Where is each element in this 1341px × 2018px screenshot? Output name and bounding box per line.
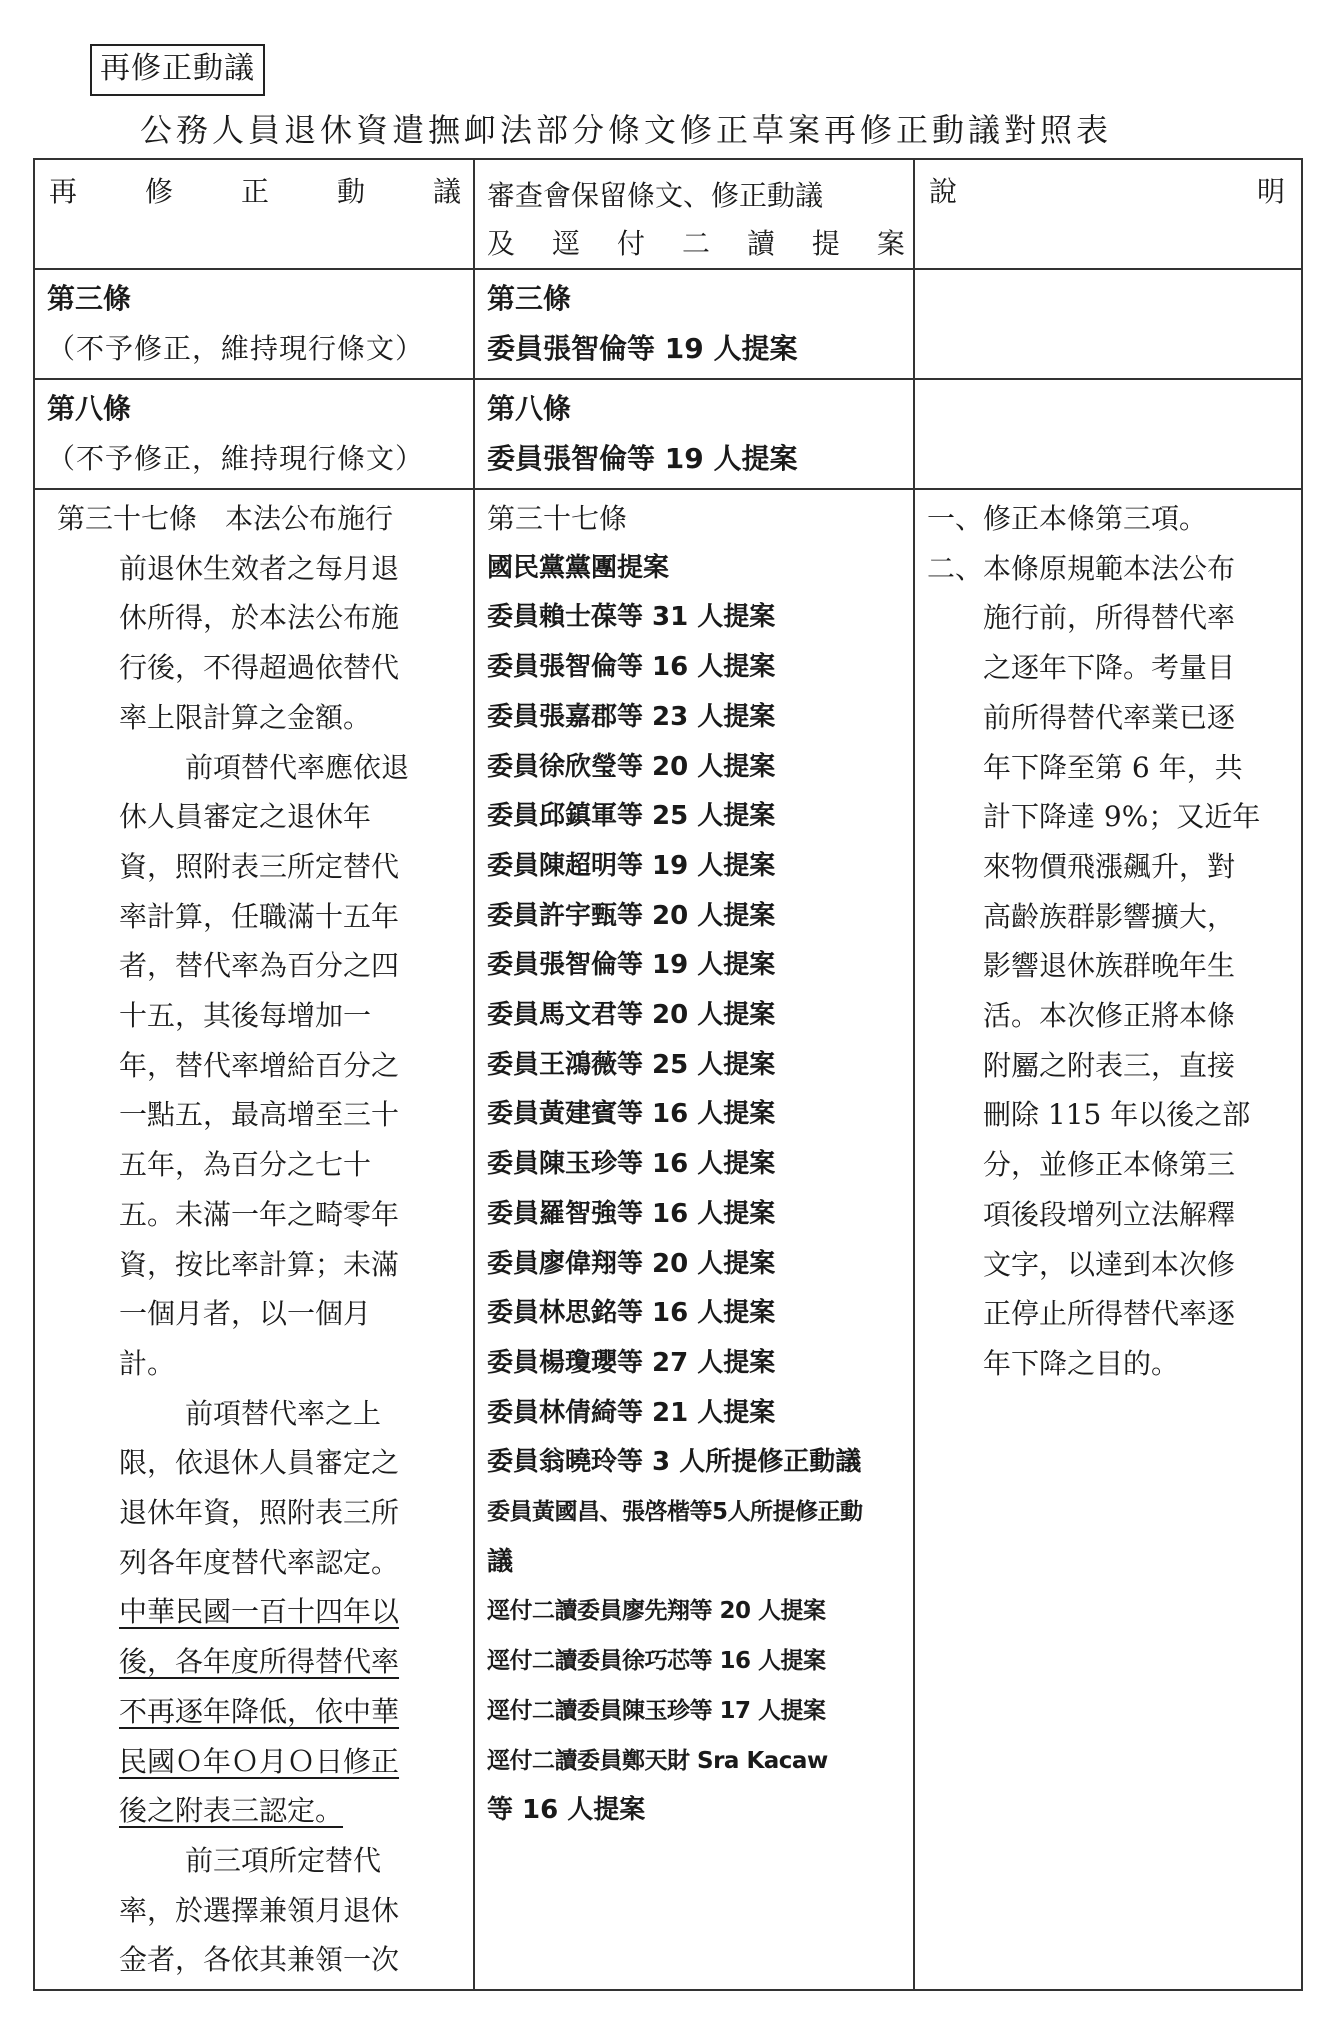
text-line: 者，替代率為百分之四 <box>119 949 400 983</box>
text-line: 十五，其後每增加一 <box>119 999 372 1033</box>
article-3-reserved-title: 第三條 <box>487 282 572 315</box>
text-line: 前項替代率之上 <box>185 1396 382 1430</box>
article-8-note: （不予修正，維持現行條文） <box>47 442 425 475</box>
explanation-line: 年下降至第 6 年，共 <box>983 750 1243 784</box>
text-line: 第三十七條 本法公布施行 <box>57 502 394 535</box>
explanation-line: 計下降達 9%；又近年 <box>983 800 1261 834</box>
header-char: 說 <box>929 175 958 208</box>
text-line: 前項替代率應依退 <box>185 750 410 784</box>
explanation-number: 一、 <box>927 502 984 535</box>
explanation-number: 二、 <box>927 551 984 585</box>
text-line: 率，於選擇兼領月退休 <box>119 1893 400 1927</box>
text-line: 列各年度替代率認定。 <box>119 1545 400 1579</box>
text-line: 計。 <box>119 1346 176 1380</box>
text-line: 不再逐年降低，依中華 <box>119 1694 400 1728</box>
proposal-item: 逕付二讀委員陳玉珍等 17 人提案 <box>487 1697 826 1724</box>
article-3-proposal: 委員張智倫等 19 人提案 <box>487 332 798 365</box>
table-row-article-37 <box>34 489 1302 1990</box>
proposal-item: 等 16 人提案 <box>487 1795 646 1826</box>
explanation-line: 修正本條第三項。 <box>983 502 1208 535</box>
header-col2-line1: 審查會保留條文、修正動議 <box>487 179 824 212</box>
proposal-item: 委員翁曉玲等 3 人所提修正動議 <box>487 1447 862 1478</box>
motion-stamp: 再修正動議 <box>90 44 265 96</box>
proposal-item: 委員黃建賓等 16 人提案 <box>487 1099 776 1130</box>
proposal-item: 委員張智倫等 19 人提案 <box>487 950 776 981</box>
proposal-item: 國民黨黨團提案 <box>487 552 670 583</box>
explanation-line: 來物價飛漲飆升，對 <box>983 849 1236 883</box>
proposal-item: 委員張嘉郡等 23 人提案 <box>487 701 776 732</box>
comparison-table <box>33 158 1303 1991</box>
text-line: 一點五，最高增至三十 <box>119 1098 400 1132</box>
article-3-note: （不予修正，維持現行條文） <box>47 332 425 365</box>
text-line: 五。未滿一年之畸零年 <box>119 1197 400 1231</box>
explanation-item <box>927 494 1287 544</box>
table-header-row <box>34 159 1302 269</box>
explanation-line: 年下降之目的。 <box>983 1346 1180 1380</box>
proposal-item: 委員黃國昌、張啓楷等5人所提修正動 <box>487 1499 863 1526</box>
proposal-item: 委員張智倫等 16 人提案 <box>487 652 776 683</box>
header-char: 明 <box>1256 175 1285 208</box>
article-37-revised-text <box>35 490 473 1989</box>
text-line: 資，照附表三所定替代 <box>119 849 400 883</box>
header-reserved-articles <box>474 159 914 269</box>
article-37-proposal-list <box>475 490 913 1840</box>
explanation-line: 刪除 115 年以後之部 <box>983 1098 1251 1132</box>
proposal-item: 委員馬文君等 20 人提案 <box>487 1000 776 1031</box>
proposal-item: 委員羅智強等 16 人提案 <box>487 1198 776 1229</box>
text-line: 退休年資，照附表三所 <box>119 1496 400 1530</box>
header-char: 提 <box>811 227 840 260</box>
explanation-line: 正停止所得替代率逐 <box>983 1297 1236 1331</box>
text-line: 民國Ｏ年Ｏ月Ｏ日修正 <box>119 1744 400 1778</box>
proposal-item: 逕付二讀委員徐巧芯等 16 人提案 <box>487 1648 826 1675</box>
article-37-reserved-title: 第三十七條 <box>487 502 628 535</box>
article-3-explanation <box>914 269 1302 379</box>
text-line: 休所得，於本法公布施 <box>119 601 400 635</box>
text-line: 一個月者，以一個月 <box>119 1297 372 1331</box>
article-8-proposal: 委員張智倫等 19 人提案 <box>487 442 798 475</box>
proposal-item: 議 <box>487 1546 514 1577</box>
header-char: 動 <box>336 175 365 208</box>
header-char: 及 <box>487 227 516 260</box>
text-line: 限，依退休人員審定之 <box>119 1446 400 1480</box>
text-line: 後之附表三認定。 <box>119 1794 344 1828</box>
proposal-item: 委員賴士葆等 31 人提案 <box>487 602 776 633</box>
document-title: 公務人員退休資遣撫卹法部分條文修正草案再修正動議對照表 <box>140 111 1113 149</box>
explanation-line: 活。本次修正將本條 <box>983 999 1236 1033</box>
text-line: 行後，不得超過依替代 <box>119 651 400 685</box>
explanation-line: 項後段增列立法解釋 <box>983 1197 1236 1231</box>
header-char: 逕 <box>551 227 580 260</box>
text-line: 金者，各依其兼領一次 <box>119 1943 400 1977</box>
text-line: 前退休生效者之每月退 <box>119 551 400 585</box>
text-line: 前三項所定替代 <box>185 1843 382 1877</box>
proposal-item: 委員廖偉翔等 20 人提案 <box>487 1248 776 1279</box>
header-char: 案 <box>876 227 905 260</box>
explanation-line: 文字，以達到本次修 <box>983 1247 1236 1281</box>
proposal-item: 委員王鴻薇等 25 人提案 <box>487 1049 776 1080</box>
article-8-title: 第八條 <box>47 392 132 425</box>
text-line: 後，各年度所得替代率 <box>119 1645 400 1679</box>
article-3-title: 第三條 <box>47 282 132 315</box>
proposal-item: 逕付二讀委員廖先翔等 20 人提案 <box>487 1598 826 1625</box>
text-line: 五年，為百分之七十 <box>119 1148 372 1182</box>
header-char: 付 <box>616 227 645 260</box>
header-char: 議 <box>432 175 461 208</box>
table-row-article-8 <box>34 379 1302 489</box>
text-line: 中華民國一百十四年以 <box>119 1595 400 1629</box>
explanation-line: 施行前，所得替代率 <box>983 601 1236 635</box>
proposal-item: 委員楊瓊瓔等 27 人提案 <box>487 1347 776 1378</box>
header-char: 修 <box>144 175 173 208</box>
proposal-item: 委員徐欣瑩等 20 人提案 <box>487 751 776 782</box>
explanation-line: 高齡族群影響擴大， <box>983 899 1236 933</box>
proposal-item: 逕付二讀委員鄭天財 Sra Kacaw <box>487 1747 828 1774</box>
article-8-reserved-title: 第八條 <box>487 392 572 425</box>
proposal-item: 委員陳玉珍等 16 人提案 <box>487 1149 776 1180</box>
explanation-item <box>927 544 1287 1389</box>
explanation-line: 本條原規範本法公布 <box>983 551 1236 585</box>
text-line: 率計算，任職滿十五年 <box>119 899 400 933</box>
header-explanation <box>914 159 1302 269</box>
header-revised-motion <box>34 159 474 269</box>
header-char: 再 <box>49 175 78 208</box>
header-char: 讀 <box>746 227 775 260</box>
article-8-explanation <box>914 379 1302 489</box>
explanation-line: 附屬之附表三，直接 <box>983 1048 1236 1082</box>
text-line: 休人員審定之退休年 <box>119 800 372 834</box>
proposal-item: 委員許宇甄等 20 人提案 <box>487 900 776 931</box>
proposal-item: 委員林思銘等 16 人提案 <box>487 1298 776 1329</box>
proposal-item: 委員陳超明等 19 人提案 <box>487 850 776 881</box>
explanation-line: 之逐年下降。考量目 <box>983 651 1236 685</box>
explanation-line: 影響退休族群晚年生 <box>983 949 1236 983</box>
header-char: 正 <box>240 175 269 208</box>
proposal-item: 委員邱鎮軍等 25 人提案 <box>487 801 776 832</box>
explanation-line: 前所得替代率業已逐 <box>983 700 1236 734</box>
article-37-explanation <box>915 490 1301 1393</box>
table-row-article-3 <box>34 269 1302 379</box>
proposal-item: 委員林倩綺等 21 人提案 <box>487 1397 776 1428</box>
text-line: 資，按比率計算；未滿 <box>119 1247 400 1281</box>
explanation-line: 分，並修正本條第三 <box>983 1148 1236 1182</box>
header-char: 二 <box>681 227 710 260</box>
text-line: 年，替代率增給百分之 <box>119 1048 400 1082</box>
text-line: 率上限計算之金額。 <box>119 700 372 734</box>
